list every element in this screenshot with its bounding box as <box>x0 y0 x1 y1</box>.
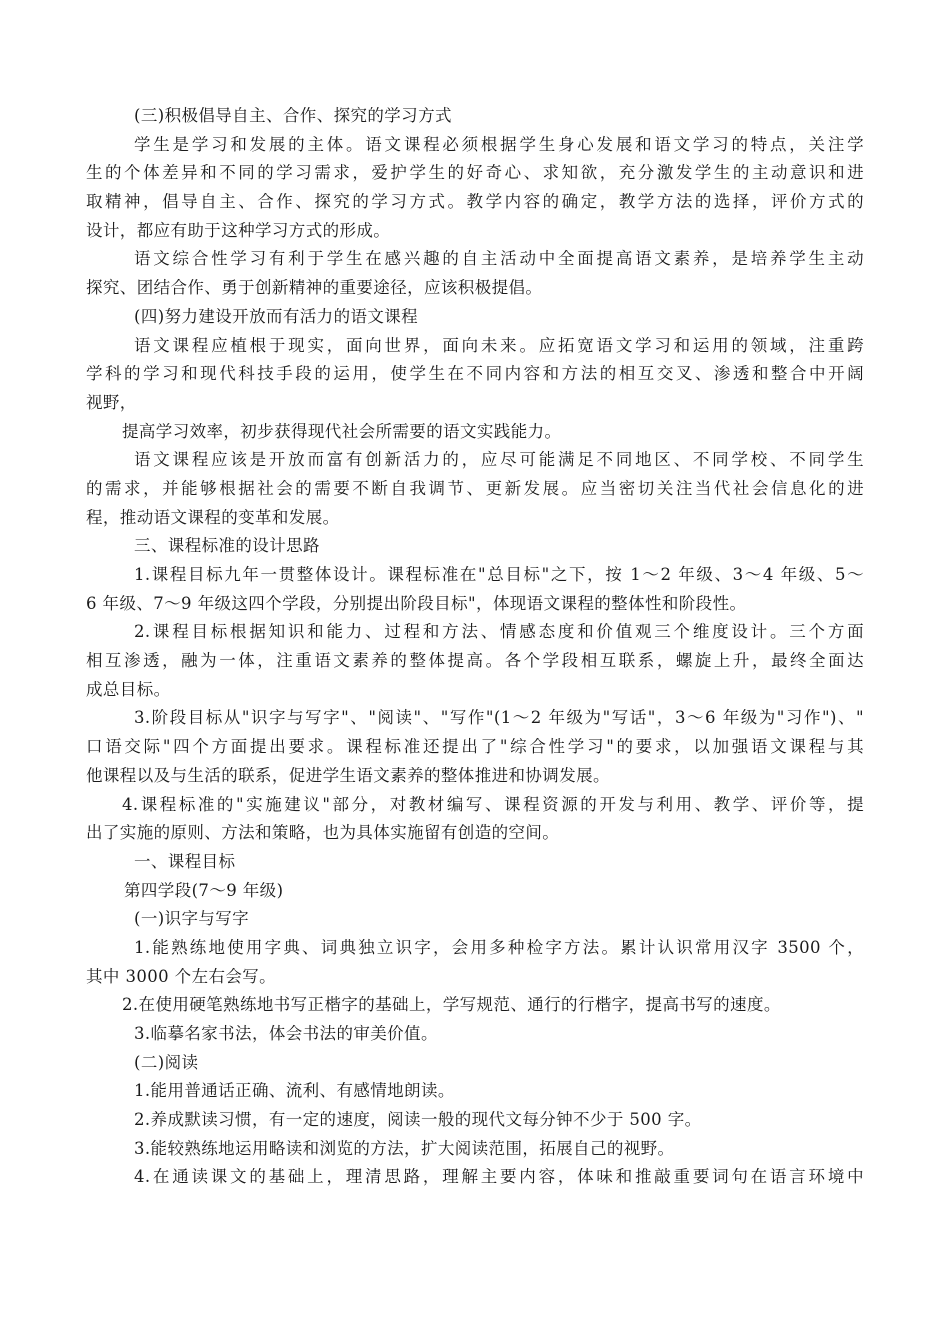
paragraph-line: 的需求，并能够根据社会的需要不断自我调节、更新发展。应当密切关注当代社会信息化的进 <box>86 478 864 498</box>
paragraph-line: 语文课程应植根于现实，面向世界，面向未来。应拓宽语文学习和运用的领域，注重跨 <box>134 335 864 355</box>
heading-section-4: (四)努力建设开放而有活力的语文课程 <box>134 306 419 326</box>
paragraph-line: 4.课程标准的"实施建议"部分，对教材编写、课程资源的开发与利用、教学、评价等，提 <box>122 794 864 814</box>
paragraph-line: 3.临摹名家书法，体会书法的审美价值。 <box>134 1024 438 1043</box>
paragraph-line: 语文综合性学习有利于学生在感兴趣的自主活动中全面提高语文素养，是培养学生主动 <box>134 249 864 269</box>
paragraph-line: 3.阶段目标从"识字与写字"、"阅读"、"写作"(1～2 年级为"写话"，3～6 年级为"习作")、" <box>134 708 864 728</box>
paragraph-line: 取精神，倡导自主、合作、探究的学习方式。教学内容的确定，教学方法的选择，评价方式的 <box>86 192 864 212</box>
document-page <box>86 102 864 1192</box>
heading-reading: (二)阅读 <box>134 1052 199 1072</box>
paragraph-line: 设计，都应有助于这种学习方式的形成。 <box>86 220 391 240</box>
paragraph-line: 探究、团结合作、勇于创新精神的重要途径，应该积极提倡。 <box>86 278 543 298</box>
paragraph-line: 出了实施的原则、方法和策略，也为具体实施留有创造的空间。 <box>86 823 560 843</box>
paragraph-line: 生的个体差异和不同的学习需求，爱护学生的好奇心、求知欲，充分激发学生的主动意识和进 <box>86 163 864 183</box>
paragraph-line: 2.在使用硬笔熟练地书写正楷字的基础上，学写规范、通行的行楷字，提高书写的速度。 <box>122 995 781 1015</box>
paragraph-line: 相互渗透，融为一体，注重语文素养的整体提高。各个学段相互联系，螺旋上升，最终全面达 <box>86 651 864 671</box>
paragraph-line: 1.课程目标九年一贯整体设计。课程标准在"总目标"之下，按 1～2 年级、3～4 年级、5～ <box>134 565 864 584</box>
paragraph-line: 3.能较熟练地运用略读和浏览的方法，扩大阅读范围，拓展自己的视野。 <box>134 1138 675 1158</box>
paragraph-line: 他课程以及与生活的联系，促进学生语文素养的整体推进和协调发展。 <box>86 765 610 785</box>
paragraph-line: 其中 3000 个左右会写。 <box>86 966 277 986</box>
paragraph-line: 视野， <box>86 392 137 412</box>
heading-course-goals: 一、课程目标 <box>134 851 236 871</box>
paragraph-line: 学生是学习和发展的主体。语文课程必须根据学生身心发展和语文学习的特点，关注学 <box>134 134 864 154</box>
heading-section-3: (三)积极倡导自主、合作、探究的学习方式 <box>134 106 452 125</box>
paragraph-line: 2.课程目标根据知识和能力、过程和方法、情感态度和价值观三个维度设计。三个方面 <box>134 622 864 642</box>
heading-stage-4: 第四学段(7～9 年级) <box>124 880 284 900</box>
paragraph-line: 语文课程应该是开放而富有创新活力的，应尽可能满足不同地区、不同学校、不同学生 <box>134 450 864 470</box>
paragraph-line: 1.能熟练地使用字典、词典独立识字，会用多种检字方法。累计认识常用汉字 3500 个， <box>134 937 864 957</box>
paragraph-line: 学科的学习和现代科技手段的运用，使学生在不同内容和方法的相互交叉、渗透和整合中开阔 <box>86 364 864 384</box>
paragraph-line: 4.在通读课文的基础上，理清思路，理解主要内容，体味和推敲重要词句在语言环境中 <box>134 1167 864 1187</box>
paragraph-line: 2.养成默读习惯，有一定的速度，阅读一般的现代文每分钟不少于 500 字。 <box>134 1110 702 1130</box>
paragraph-line: 1.能用普通话正确、流利、有感情地朗读。 <box>134 1081 455 1101</box>
heading-literacy-writing: (一)识字与写字 <box>134 909 250 929</box>
paragraph-line: 提高学习效率，初步获得现代社会所需要的语文实践能力。 <box>122 421 562 441</box>
paragraph-line: 口语交际"四个方面提出要求。课程标准还提出了"综合性学习"的要求，以加强语文课程与其 <box>86 737 864 757</box>
paragraph-line: 成总目标。 <box>86 679 171 699</box>
paragraph-line: 6 年级、7～9 年级这四个学段，分别提出阶段目标"，体现语文课程的整体性和阶段性。 <box>86 593 747 613</box>
heading-design-ideas: 三、课程标准的设计思路 <box>134 536 320 556</box>
paragraph-line: 程，推动语文课程的变革和发展。 <box>86 507 340 527</box>
